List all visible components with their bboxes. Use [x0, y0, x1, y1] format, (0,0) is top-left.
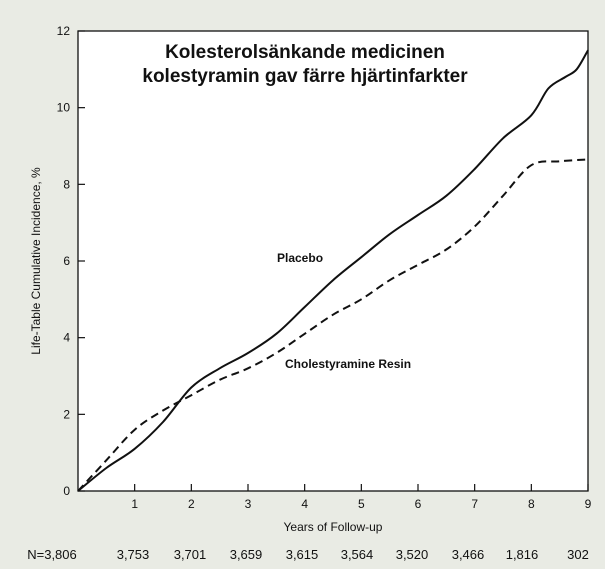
- x-tick-label-7: 7: [471, 497, 479, 511]
- x-tick-label-8: 8: [527, 497, 535, 511]
- placebo-series-label: Placebo: [277, 251, 324, 265]
- x-axis-label: Years of Follow-up: [283, 520, 383, 534]
- cholestyramine-series-label: Cholestyramine Resin: [285, 357, 412, 371]
- sample-size-6: 3,520: [395, 547, 429, 562]
- sample-size-0: N=3,806: [27, 547, 77, 562]
- sample-size-4: 3,615: [285, 547, 319, 562]
- x-tick-label-1: 1: [131, 497, 139, 511]
- sample-size-7: 3,466: [451, 547, 485, 562]
- plot-frame: [78, 31, 588, 491]
- x-tick-label-9: 9: [584, 497, 592, 511]
- chart-title-line-2: kolestyramin gav färre hjärtinfarkter: [142, 66, 468, 87]
- y-tick-label-2: 2: [63, 407, 70, 422]
- sample-size-5: 3,564: [340, 547, 374, 562]
- sample-size-8: 1,816: [505, 547, 539, 562]
- y-tick-label-0: 0: [63, 484, 70, 498]
- y-tick-label-12: 12: [56, 24, 70, 38]
- x-tick-label-3: 3: [244, 497, 252, 511]
- x-tick-label-5: 5: [357, 497, 365, 511]
- sample-size-2: 3,701: [173, 547, 207, 562]
- y-tick-label-6: 6: [63, 254, 70, 268]
- x-tick-label-4: 4: [301, 497, 309, 511]
- sample-size-row: [27, 547, 589, 562]
- x-tick-label-6: 6: [414, 497, 422, 511]
- y-tick-label-8: 8: [63, 177, 70, 192]
- y-tick-label-4: 4: [63, 330, 70, 345]
- y-axis-label: Life-Table Cumulative Incidence, %: [29, 167, 43, 355]
- x-tick-label-2: 2: [187, 497, 195, 511]
- sample-size-1: 3,753: [116, 547, 150, 562]
- sample-size-9: 302: [567, 547, 589, 562]
- y-tick-label-10: 10: [56, 100, 70, 115]
- chart-title-line-1: Kolesterolsänkande medicinen: [165, 42, 445, 63]
- sample-size-3: 3,659: [229, 547, 263, 562]
